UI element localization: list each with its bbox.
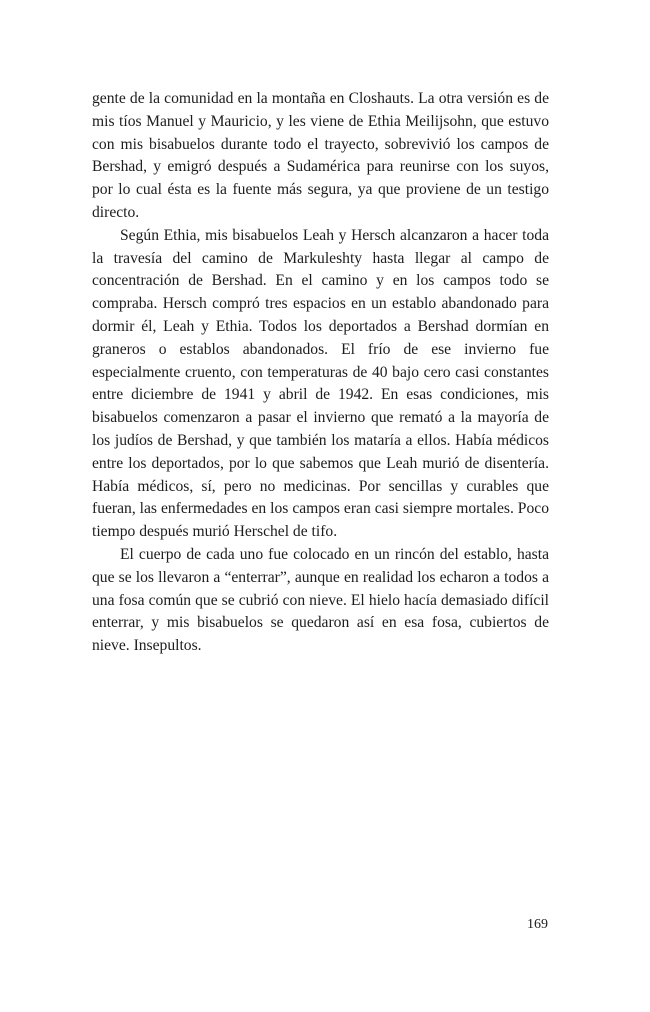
page-number: 169 xyxy=(527,917,548,932)
body-text xyxy=(92,88,549,658)
paragraph-3: El cuerpo de cada uno fue colocado en un rincón del establo, hasta que se los llevaron a “enterrar”, aunque en realidad los echaron a todos a una fosa común que se cubrió con nieve. El hielo hacía demasiado difícil enterrar, y mis bisabuelos se quedaron así en esa fosa, cubiertos de nieve. Insepultos. xyxy=(92,545,549,655)
paragraph-1: gente de la comunidad en la montaña en Closhauts. La otra versión es de mis tíos Manuel y Mauricio, y les viene de Ethia Meilijsohn, que estuvo con mis bisabuelos durante todo el trayecto, sobrevivió los campos de Bershad, y emigró después a Sudamérica para reunirse con los suyos, por lo cual ésta es la fuente más segura, ya que proviene de un testigo directo. xyxy=(92,90,549,221)
paragraph-2: Según Ethia, mis bisabuelos Leah y Hersch alcanzaron a hacer toda la travesía del camino de Markuleshty hasta llegar al campo de concentración de Bershad. En el camino y en los campos todo se compraba. Hersch compró tres espacios en un establo abandonado para dormir él, Leah y Ethia. Todos los deportados a Bershad dormían en graneros o establos abandonados. El frío de ese invierno fue especialmente cruento, con temperaturas de 40 bajo cero casi constantes entre diciembre de 1941 y abril de 1942. En esas condiciones, mis bisabuelos comenzaron a pasar el invierno que remató a la mayoría de los judíos de Bershad, y que también los mataría a ellos. Había médicos entre los deportados, por lo que sabemos que Leah murió de disentería. Había médicos, sí, pero no medicinas. Por sencillas y curables que fueran, las enfermedades en los campos eran casi siempre mortales. Poco tiempo después murió Herschel de tifo. xyxy=(92,226,549,541)
